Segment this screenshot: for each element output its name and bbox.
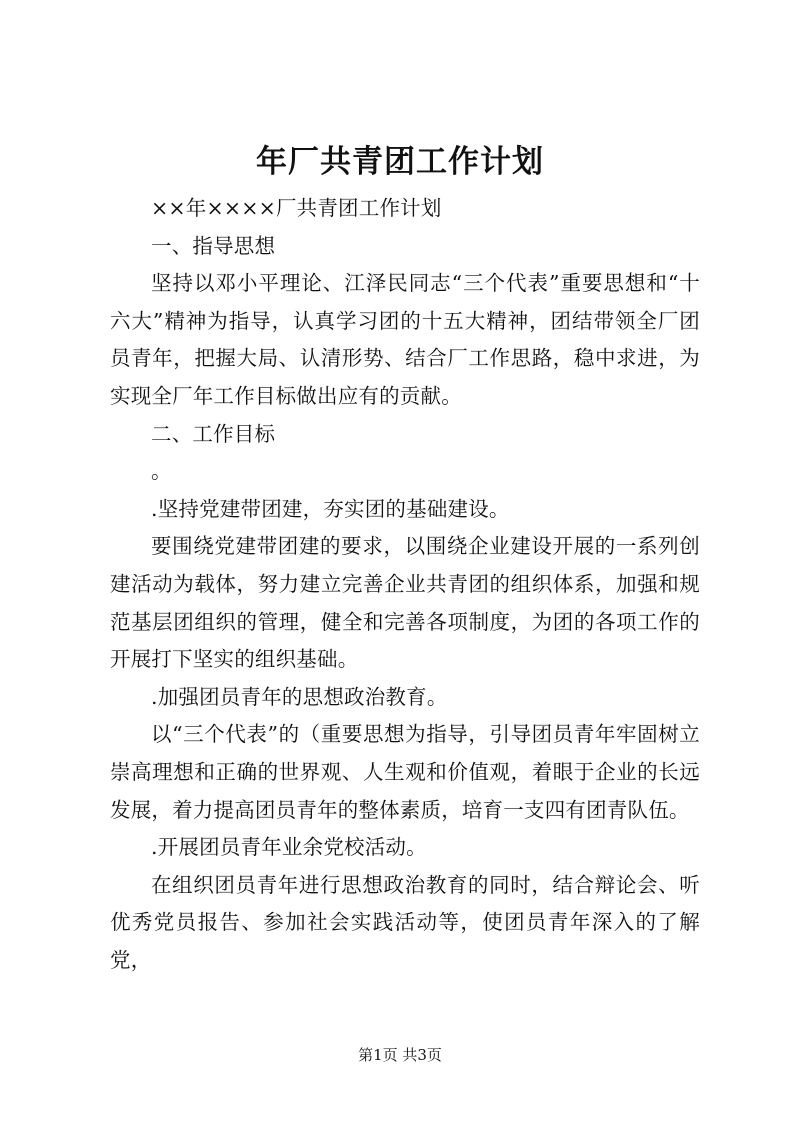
document-title: 年厂共青团工作计划 xyxy=(256,144,544,180)
page-number-footer: 第1页 共3页 xyxy=(358,1046,442,1064)
section-heading-guiding-ideology: 一、指导思想 xyxy=(151,233,276,258)
section-heading-work-goals: 二、工作目标 xyxy=(151,421,276,446)
list-item-party-school: .开展团员青年业余党校活动。 xyxy=(151,835,427,860)
list-item-political-education: .加强团员青年的思想政治教育。 xyxy=(151,684,448,709)
paragraph-political-education: 以“三个代表”的（重要思想为指导，引导团员青年牢固树立崇高理想和正确的世界观、人生观和价值观，着眼于企业的长远发展，着力提高团员青年的整体素质，培育一支四有团青队伍。 xyxy=(110,722,700,822)
paragraph-guiding-ideology: 坚持以邓小平理论、江泽民同志“三个代表”重要思想和“十六大”精神为指导，认真学习团的十五大精神，团结带领全厂团员青年，把握大局、认清形势、结合厂工作思路，稳中求进，为实现全厂年工作目标做出应有的贡献。 xyxy=(110,271,700,408)
paragraph-period: 。 xyxy=(151,459,172,484)
document-body xyxy=(110,190,700,979)
paragraph-party-school: 在组织团员青年进行思想政治教育的同时，结合辩论会、听优秀党员报告、参加社会实践活动等，使团员青年深入的了解党， xyxy=(110,872,700,972)
list-item-party-building: .坚持党建带团建，夯实团的基础建设。 xyxy=(151,496,510,521)
paragraph-heading-line: ××年××××厂共青团工作计划 xyxy=(151,196,442,220)
paragraph-party-building: 要围绕党建带团建的要求，以围绕企业建设开展的一系列创建活动为载体，努力建立完善企业共青团的组织体系，加强和规范基层团组织的管理，健全和完善各项制度，为团的各项工作的开展打下坚实的组织基础。 xyxy=(110,534,700,672)
